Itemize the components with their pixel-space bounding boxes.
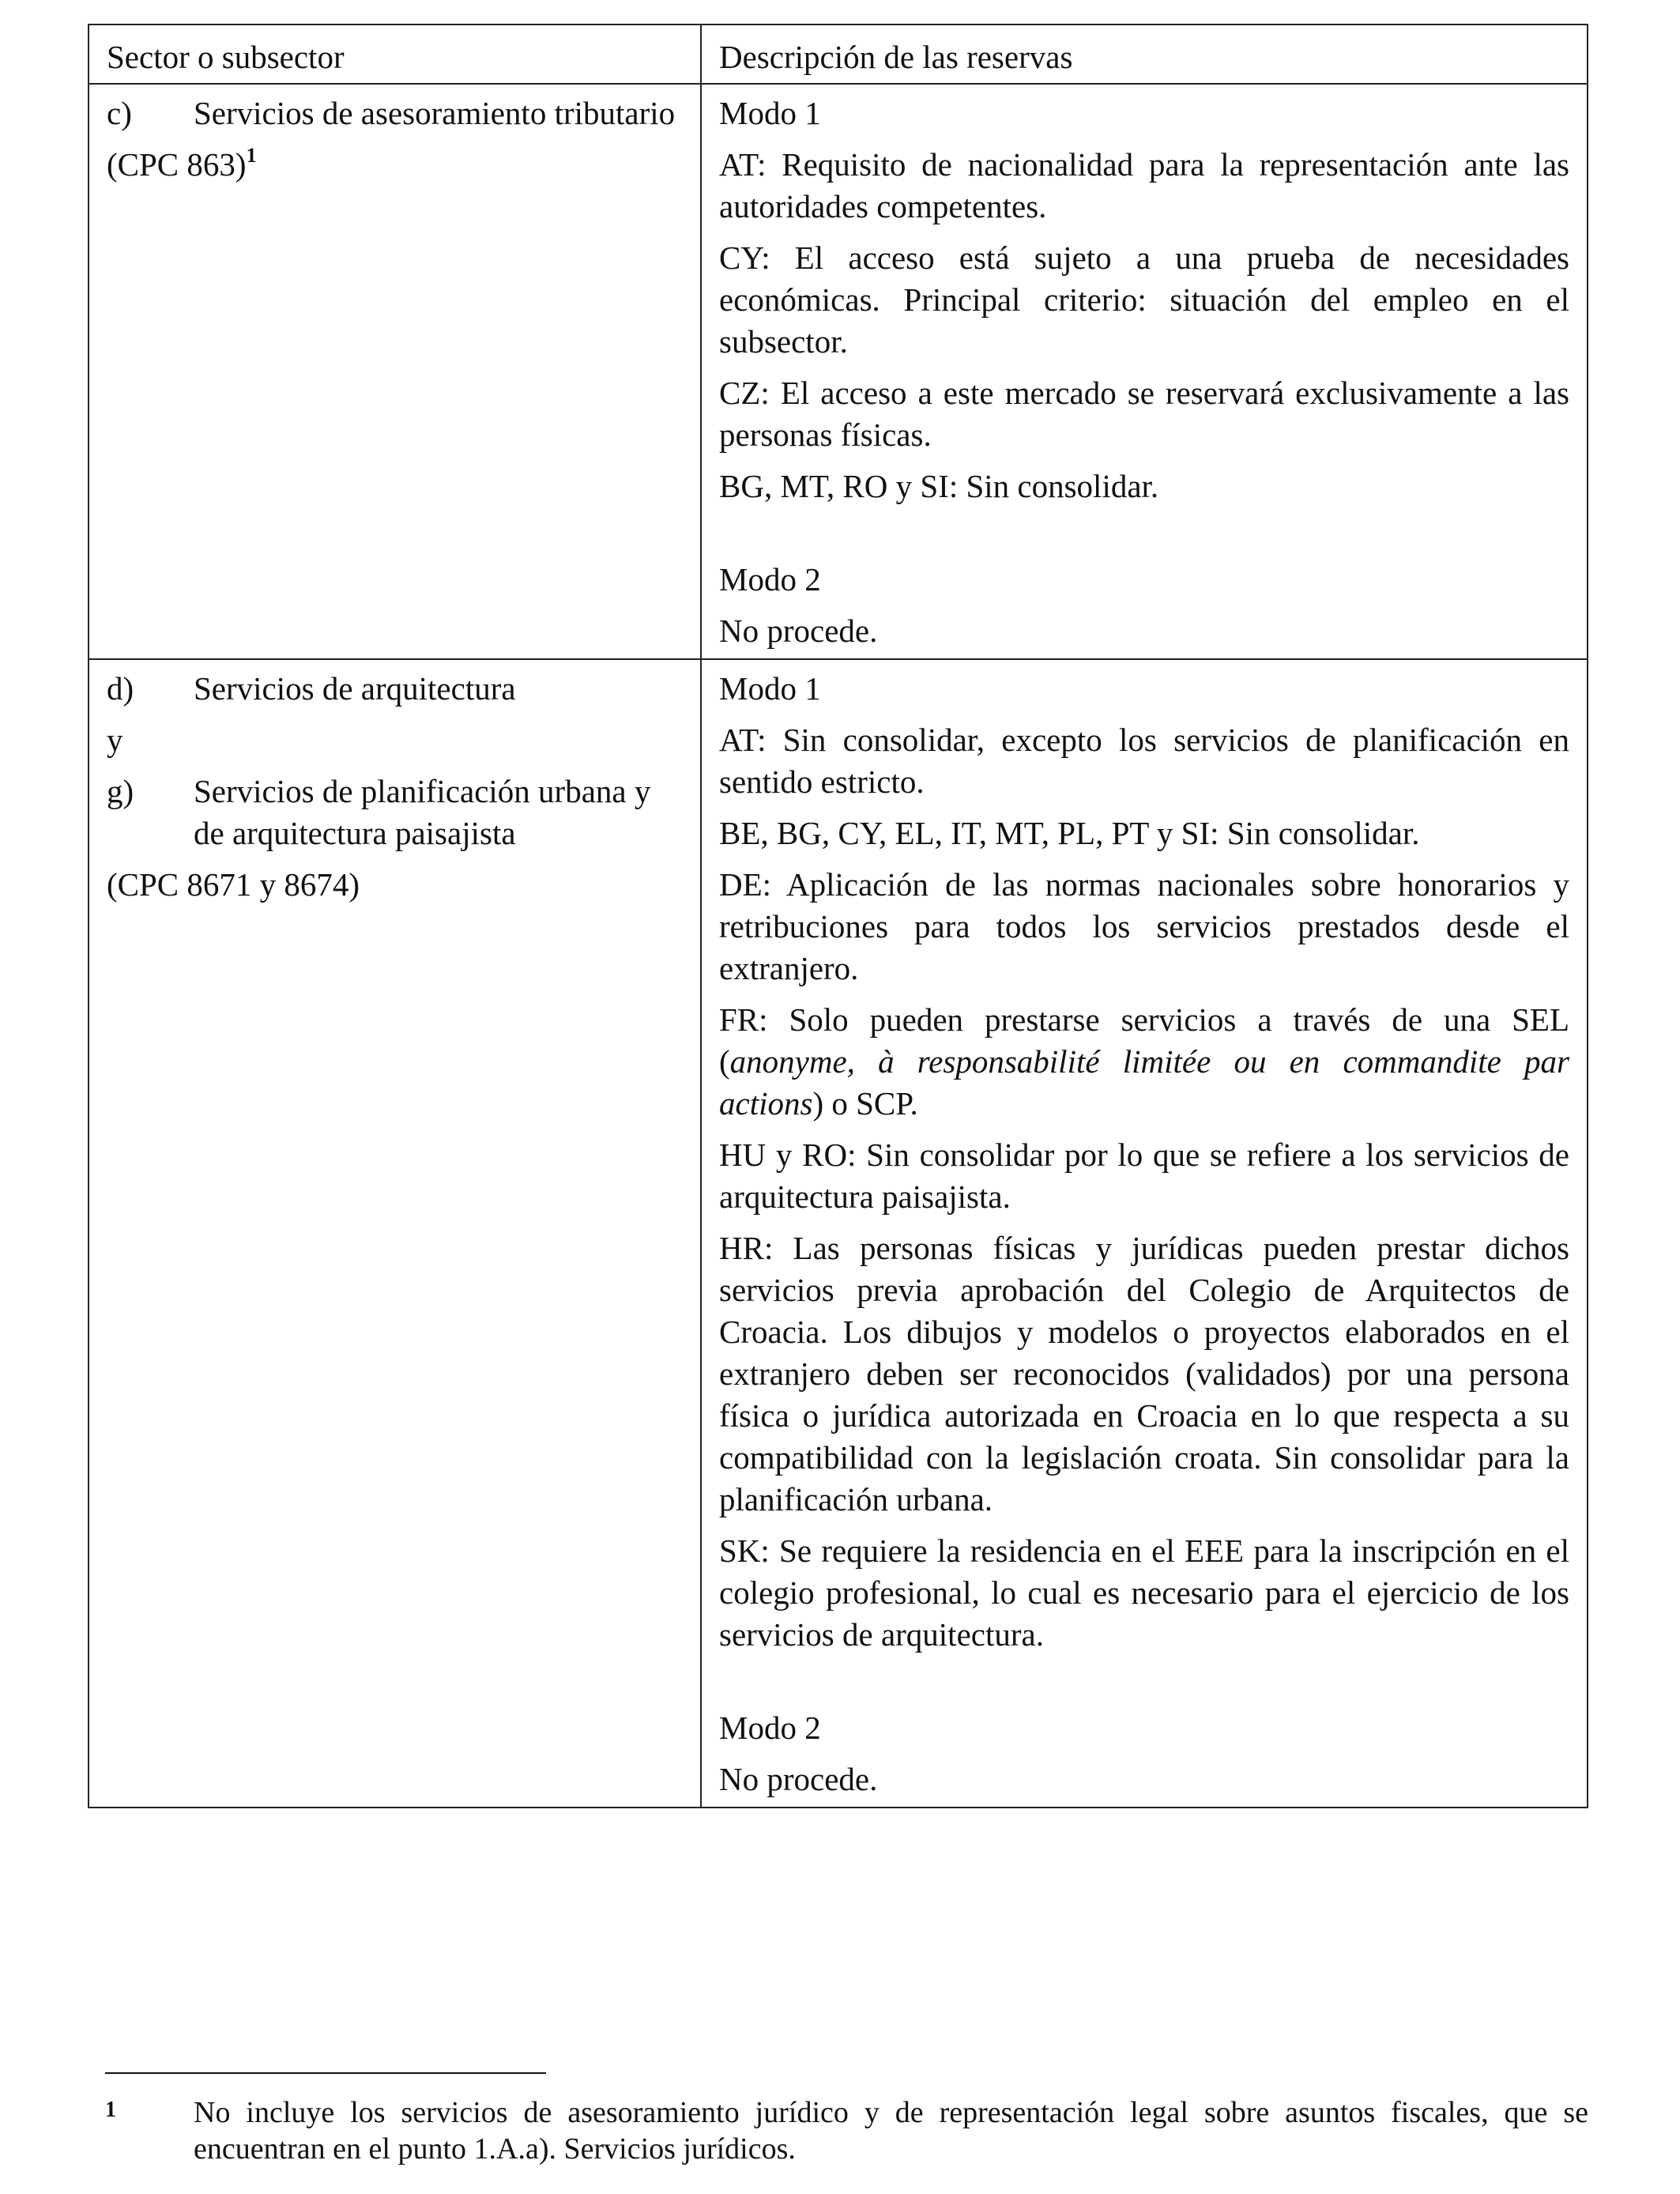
item-text: Servicios de arquitectura (194, 670, 516, 707)
header-sector: Sector o subsector (89, 25, 701, 84)
cpc-code (107, 144, 683, 186)
reservation-item: HU y RO: Sin consolidar por lo que se refiere a los servicios de arquitectura paisajista. (719, 1137, 1569, 1215)
footnote-number: 1 (105, 2098, 116, 2122)
sector-item (107, 771, 683, 854)
reservation-item: SK: Se requiere la residencia en el EEE para la inscripción en el colegio profesional, lo cual es necesario para el ejercicio de los servicios de arquitectura. (719, 1532, 1569, 1653)
reservation-item: CY: El acceso está sujeto a una prueba de necesidades económicas. Principal criterio: situación del empleo en el subsector. (719, 239, 1569, 360)
fr-text-italic: anonyme, à responsabilité limitée ou en commandite par actions (719, 1043, 1569, 1122)
reservation-item: AT: Sin consolidar, excepto los servicios de planificación en sentido estricto. (719, 722, 1569, 800)
mode-title: Modo 2 (719, 1710, 821, 1746)
mode-title: Modo 1 (719, 95, 821, 131)
reservation-item: CZ: El acceso a este mercado se reservará exclusivamente a las personas físicas. (719, 375, 1569, 453)
footnote-separator (105, 2072, 546, 2074)
description-cell (701, 84, 1588, 659)
reservation-item: DE: Aplicación de las normas nacionales sobre honorarios y retribuciones para todos los servicios prestados desde el extranjero. (719, 866, 1569, 986)
item-letter: d) (107, 670, 134, 707)
sector-item (107, 668, 683, 710)
fr-text-start: FR: Solo pueden prestarse servicios a través de una SEL ( (719, 1001, 1569, 1080)
sector-item (107, 92, 683, 134)
item-letter: c) (107, 95, 132, 131)
mode-text: No procede. (719, 1761, 878, 1797)
table-header-row (89, 25, 1588, 84)
header-descripcion: Descripción de las reservas (701, 25, 1588, 84)
cpc-code: (CPC 8671 y 8674) (107, 866, 360, 903)
reservations-table (88, 24, 1588, 1808)
reservation-item: AT: Requisito de nacionalidad para la representación ante las autoridades competentes. (719, 146, 1569, 224)
sector-cell (89, 659, 701, 1808)
footnote-ref: 1 (246, 144, 257, 167)
footnote (105, 2094, 1588, 2167)
reservation-item: BE, BG, CY, EL, IT, MT, PL, PT y SI: Sin consolidar. (719, 815, 1420, 851)
reservation-item (719, 999, 1569, 1125)
sector-cell (89, 84, 701, 659)
reservation-item: HR: Las personas físicas y jurídicas pueden prestar dichos servicios previa aprobación del Colegio de Arquitectos de Croacia. Los dibujos y modelos o proyectos elaborados en el extranjero deben ser reconocidos (validados) por una persona física o jurídica autorizada en Croacia en lo que respecta a su compatibilidad con la legislación croata. Sin consolidar para la planificación urbana. (719, 1230, 1569, 1517)
mode-title: Modo 1 (719, 670, 821, 707)
item-letter: g) (107, 773, 134, 809)
conjunction: y (107, 722, 123, 758)
mode-title: Modo 2 (719, 561, 821, 598)
reservation-item: BG, MT, RO y SI: Sin consolidar. (719, 468, 1159, 504)
table-row (89, 659, 1588, 1808)
description-cell (701, 659, 1588, 1808)
table-row (89, 84, 1588, 659)
spacer (719, 517, 1569, 559)
footnote-text: No incluye los servicios de asesoramiento jurídico y de representación legal sobre asuntos fiscales, que se encuentran en el punto 1.A.a). Servicios jurídicos. (194, 2096, 1588, 2166)
fr-text-end: ) o SCP. (812, 1085, 918, 1122)
mode-text: No procede. (719, 613, 878, 649)
spacer (719, 1665, 1569, 1707)
item-text: Servicios de planificación urbana y de arquitectura paisajista (194, 773, 651, 851)
item-text: Servicios de asesoramiento tributario (194, 95, 676, 131)
cpc-text: (CPC 863) (107, 146, 247, 183)
